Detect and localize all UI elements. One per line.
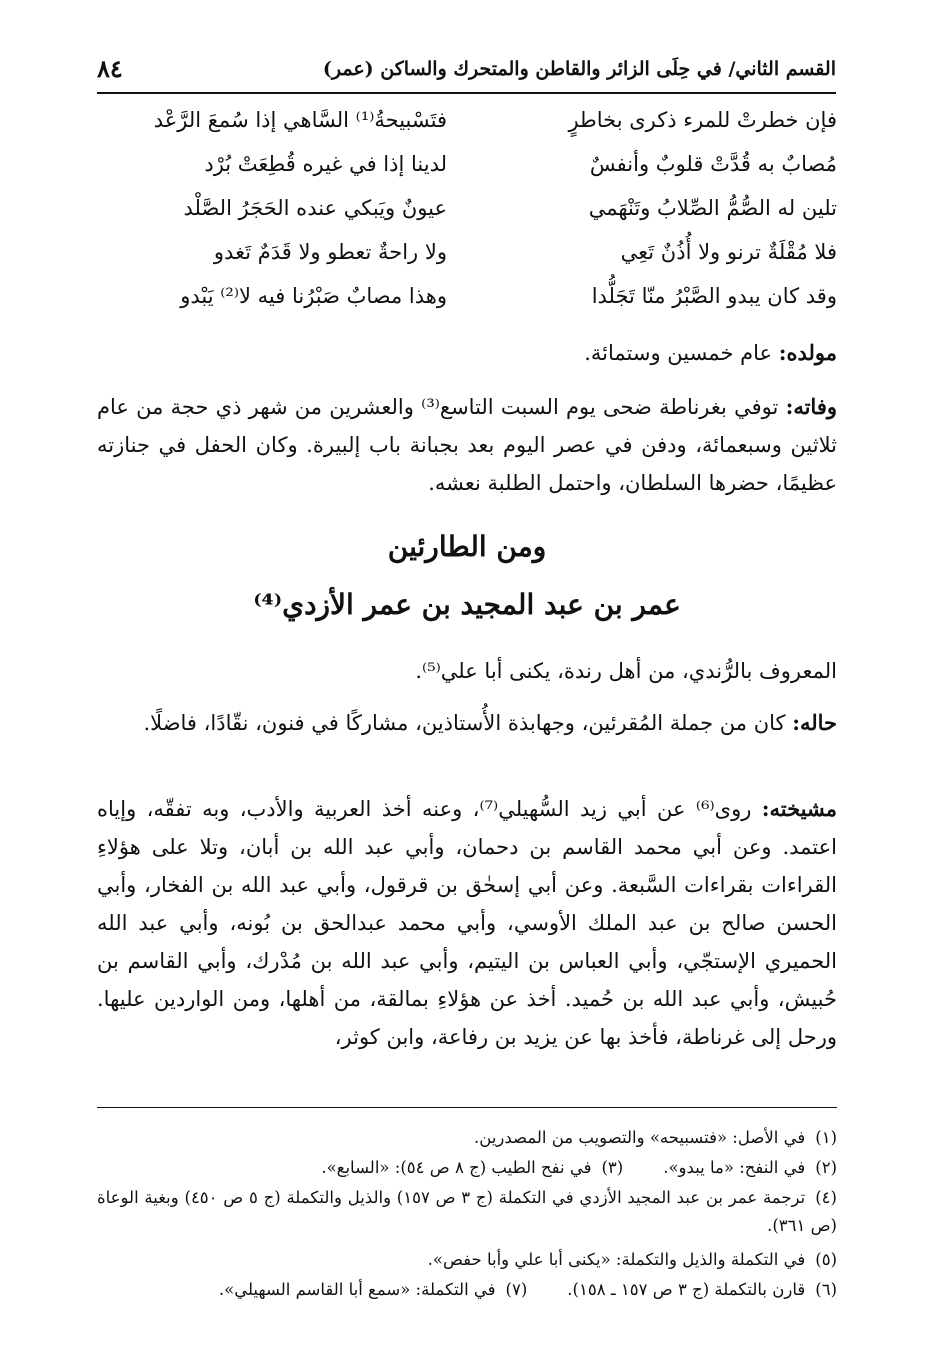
footnote-number: (١) bbox=[815, 1128, 837, 1147]
verse-first-hemistich: فإن خطرتْ للمرء ذكرى بخاطرٍ bbox=[568, 108, 837, 132]
footnote-number: (٦) bbox=[815, 1280, 837, 1299]
birth-label: مولده: bbox=[778, 340, 837, 365]
footnote-number: (٢) bbox=[815, 1158, 837, 1177]
footnote-number: (٥) bbox=[815, 1250, 837, 1269]
footnote-text: قارن بالتكملة (ج ٣ ص ١٥٧ ـ ١٥٨). bbox=[567, 1280, 806, 1299]
status-paragraph bbox=[97, 704, 837, 742]
footnote-line bbox=[97, 1154, 837, 1182]
death-label: وفاته: bbox=[785, 394, 837, 419]
verse-second-hemistich: لدينا إذا في غيره قُطِعَتْ بُرْد bbox=[204, 152, 447, 176]
verse-second-hemistich: فتَسْبيحةُ⁽¹⁾ السَّاهي إذا سُمعَ الرَّعْد bbox=[153, 108, 447, 132]
known-as-paragraph bbox=[97, 652, 837, 690]
footnote-text: في الأصل: «فتسبيحه» والتصويب من المصدرين. bbox=[474, 1128, 806, 1147]
verse-line bbox=[97, 284, 837, 326]
known-as-text: المعروف بالرُّندي، من أهل رندة، يكنى أبا علي⁽⁵⁾. bbox=[415, 659, 837, 683]
status-text: كان من جملة المُقرئين، وجهابذة الأُستاذين، مشاركًا في فنون، نقّادًا، فاضلًا. bbox=[143, 711, 793, 735]
footnote-line bbox=[97, 1276, 837, 1304]
verse-second-hemistich: وهذا مصابٌ صَبْرُنا فيه لا⁽²⁾ يَبْدو bbox=[180, 284, 447, 308]
footnote-text: في التكملة والذيل والتكملة: «يكنى أبا علي وأبا حفص». bbox=[427, 1250, 806, 1269]
page-number: ٨٤ bbox=[97, 54, 123, 83]
footnote bbox=[97, 1184, 837, 1240]
footnote-text: ترجمة عمر بن عبد المجيد الأزدي في التكملة (ج ٣ ص ١٥٧) والذيل والتكملة (ج ٥ ص ٤٥٠) وبغية الوعاة (ص ٣٦١). bbox=[97, 1188, 837, 1235]
verse-second-hemistich: ولا راحةٌ تعطو ولا قَدَمٌ تَغدو bbox=[213, 240, 447, 264]
death-paragraph bbox=[97, 388, 837, 502]
footnote bbox=[97, 1246, 837, 1274]
footnote-text: في النفح: «ما يبدو». bbox=[663, 1158, 806, 1177]
footnote-text: في التكملة: «سمع أبا القاسم السهيلي». bbox=[218, 1280, 496, 1299]
verse-first-hemistich: مُصابٌ به قُدَّتْ قلوبٌ وأنفسٌ bbox=[589, 152, 837, 176]
teachers-text: روى⁽⁶⁾ عن أبي زيد السُّهيلي⁽⁷⁾، وعنه أخذ العربية والأدب، وبه تفقّه، وإياه اعتمد. وعن أبي محمد القاسم بن دحمان، وأبي عبد الله بن أبان، وتلا على هؤلاءِ القراءات بقراءات السَّبعة. وعن أبي إسحٰق بن قرقول، وأبي عبد الله بن الفخار، وأبي الحسن صالح بن عبد الملك الأوسي، وأبي محمد عبدالحق بن بُونه، وأبي عبد الله الحميري الإستجّي، وأبي العباس بن اليتيم، وأبي عبد الله بن مُدْرك، وأبي القاسم بن حُبيش، وأبي عبد الله بن حُميد. أخذ عن هؤلاءِ بمالقة، من أهلها، ومن الواردين عليها. ورحل إلى غرناطة، فأخذ بها عن يزيد بن رفاعة، وابن كوثر، bbox=[97, 797, 837, 1049]
death-text: توفي بغرناطة ضحى يوم السبت التاسع⁽³⁾ والعشرين من شهر ذي حجة من عام ثلاثين وسبعمائة، ودفن في عصر اليوم بعد بجبانة باب إلبيرة. وكان الحفل في جنازته عظيمًا، حضرها السلطان، واحتمل الطلبة نعشه. bbox=[97, 395, 837, 495]
verse-line bbox=[97, 240, 837, 282]
footnote-number: (٧) bbox=[505, 1280, 528, 1299]
footnote-number: (٤) bbox=[815, 1188, 837, 1207]
birth-text: عام خمسين وستمائة. bbox=[584, 341, 779, 365]
footnote-number: (٣) bbox=[601, 1158, 624, 1177]
verse-first-hemistich: فلا مُقْلَةٌ ترنو ولا أُذُنٌ تَعِي bbox=[620, 240, 837, 264]
running-title: القسم الثاني/ في حِلَى الزائر والقاطن والمتحرك والساكن (عمر) bbox=[322, 58, 836, 80]
verse-second-hemistich: عيونٌ ويَبكي عنده الحَجَرُ الصَّلْد bbox=[183, 196, 447, 220]
teachers-label: مشيخته: bbox=[761, 796, 837, 821]
verse-line bbox=[97, 108, 837, 150]
birth-paragraph bbox=[97, 334, 837, 372]
verse-line bbox=[97, 196, 837, 238]
footnote-divider bbox=[97, 1107, 837, 1108]
footnote-text: في نفح الطيب (ج ٨ ص ٥٤): «السابع». bbox=[321, 1158, 592, 1177]
verse-line bbox=[97, 152, 837, 194]
person-heading: عمر بن عبد المجيد بن عمر الأزدي⁽⁴⁾ bbox=[253, 588, 681, 621]
footnote bbox=[97, 1124, 837, 1152]
teachers-paragraph bbox=[97, 790, 837, 1056]
section-heading: ومن الطارئين bbox=[387, 530, 547, 563]
status-label: حاله: bbox=[792, 710, 837, 735]
running-header bbox=[97, 52, 836, 94]
verse-first-hemistich: تلين له الصُّمُّ الصِّلابُ وتَنْهَمي bbox=[588, 196, 837, 220]
verse-first-hemistich: وقد كان يبدو الصَّبْرُ منّا تَجَلُّدا bbox=[591, 284, 837, 308]
